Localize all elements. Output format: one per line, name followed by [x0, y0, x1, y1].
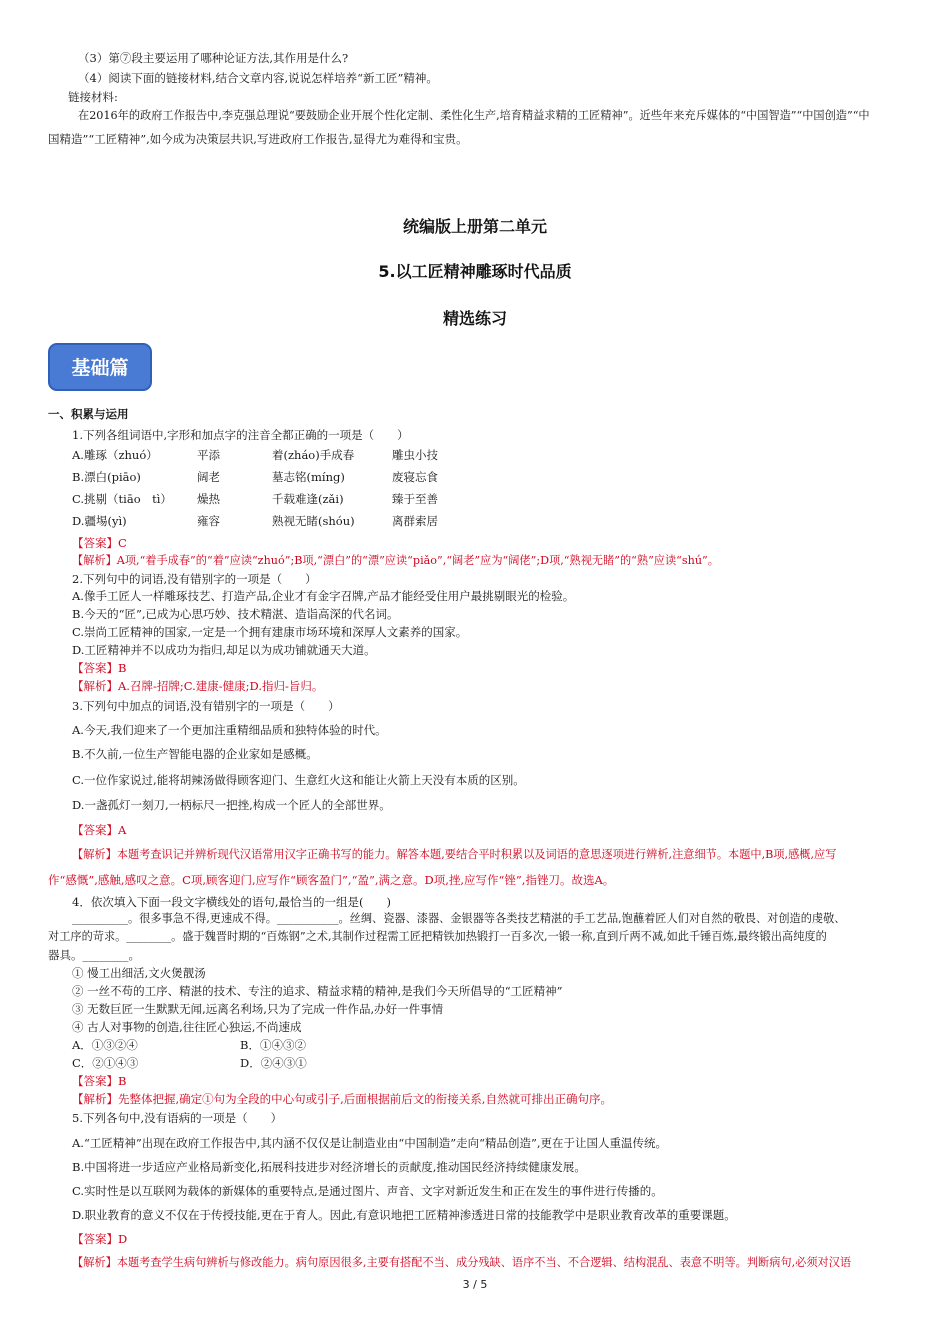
practice-title: 精选练习: [442, 309, 507, 328]
answer-value: A: [118, 823, 127, 837]
q2-option-c: C.崇尚工匠精神的国家,一定是一个拥有建康市场环境和深厚人文素养的国家。: [72, 625, 468, 639]
q3-option-a: A.今天,我们迎来了一个更加注重精细品质和独特体验的时代。: [72, 723, 387, 737]
q5-stem: 5.下列各句中,没有语病的一项是（ ）: [72, 1111, 283, 1125]
q5-analysis: [72, 1255, 851, 1271]
q1-b-2: 阔老: [197, 470, 220, 484]
q2-analysis: [72, 678, 323, 694]
q1-d-3: 熟视无睹(shóu): [272, 514, 355, 528]
q5-answer: [72, 1231, 127, 1247]
q3-answer: [72, 822, 126, 838]
q4-stem: 4．依次填入下面一段文字横线处的语句,最恰当的一组是( ): [72, 895, 391, 909]
top-question-4: （4）阅读下面的链接材料,结合文章内容,说说怎样培养“新工匠”精神。: [78, 71, 438, 85]
q4-passage-line-3: 器具。________。: [48, 948, 140, 962]
link-material-line-1: 在2016年的政府工作报告中,李克强总理说“要鼓励企业开展个性化定制、柔性化生产,培育精益求精的工匠精神”。近些年来充斥媒体的“中国智造”“中国创造”“中: [78, 109, 870, 122]
q1-c-2: 燥热: [197, 492, 220, 506]
analysis-text: A项,“着手成春”的“着”应读“zhuó”;B项,“漂白”的“漂”应读“piǎo”,“阔老”应为“阔佬”;D项,“熟视无睹”的“熟”应读“shú”。: [116, 554, 719, 567]
q2-answer: [72, 660, 126, 676]
answer-tag: 【答案】: [72, 1232, 118, 1246]
q1-c-3: 千载难逢(zǎi): [272, 492, 344, 506]
q5-option-a: A.“工匠精神”出现在政府工作报告中,其内涵不仅仅是让制造业由“中国制造”走向“精品创造”,更在于让国人重温传统。: [72, 1136, 668, 1150]
q5-option-c: C.实时性是以互联网为载体的新媒体的重要特点,是通过图片、声音、文字对新近发生和正在发生的事件进行传播的。: [72, 1184, 663, 1198]
q4-choice-c: C．②①④③: [72, 1056, 139, 1070]
q3-analysis-line-2: 作“感慨”,感触,感叹之意。C项,顾客迎门,应写作“顾客盈门”,“盈”,满之意。D项,挫,应写作“锉”,指锉刀。故选A。: [48, 873, 615, 887]
q1-a-3: 着(zháo)手成春: [272, 448, 355, 462]
q1-d-4: 离群索居: [392, 514, 438, 528]
answer-value: D: [118, 1232, 128, 1246]
q1-a-2: 平添: [197, 448, 220, 462]
q4-sentence-3: ③ 无数巨匠一生默默无闻,远离名利场,只为了完成一件作品,办好一件事情: [72, 1002, 444, 1016]
page-number: 3 / 5: [462, 1278, 488, 1291]
q1-answer: [72, 535, 127, 551]
analysis-tag: 【解析】: [72, 679, 118, 693]
top-question-3: （3）第⑦段主要运用了哪种论证方法,其作用是什么?: [78, 51, 349, 65]
analysis-tag: 【解析】: [72, 554, 117, 567]
analysis-text: 先整体把握,确定①句为全段的中心句或引子,后面根据前后文的衔接关系,自然就可排出正确句序。: [118, 1092, 612, 1106]
answer-value: C: [118, 536, 127, 550]
q2-stem: 2.下列句中的词语,没有错别字的一项是（ ）: [72, 572, 317, 586]
answer-value: B: [118, 661, 127, 675]
q4-sentence-2: ② 一丝不苟的工序、精湛的技术、专注的追求、精益求精的精神,是我们今天所倡导的“工匠精神”: [72, 984, 563, 998]
q1-c-4: 臻于至善: [392, 492, 438, 506]
q3-stem: 3.下列句中加点的词语,没有错别字的一项是（ ）: [72, 699, 340, 713]
analysis-text: 本题考查识记并辨析现代汉语常用汉字正确书写的能力。解答本题,要结合平时积累以及词语的意思逐项进行辨析,注意细节。本题中,B项,感概,应写: [116, 848, 837, 861]
link-material-label: 链接材料:: [68, 90, 118, 104]
q4-sentence-4: ④ 古人对事物的创造,往往匠心独运,不尚速成: [72, 1020, 302, 1034]
basic-section-badge: 基础篇: [48, 343, 152, 391]
q1-b-3: 墓志铭(míng): [272, 470, 345, 484]
analysis-tag: 【解析】: [72, 1256, 117, 1269]
q1-b-4: 废寝忘食: [392, 470, 438, 484]
answer-tag: 【答案】: [72, 823, 118, 837]
section-heading: 一、积累与运用: [48, 407, 129, 421]
q4-choice-d: D．②④③①: [240, 1056, 307, 1070]
q4-answer: [72, 1073, 126, 1089]
answer-tag: 【答案】: [72, 1074, 118, 1088]
analysis-tag: 【解析】: [72, 848, 117, 861]
answer-tag: 【答案】: [72, 536, 118, 550]
q2-option-d: D.工匠精神并不以成功为指归,却足以为成功铺就通天大道。: [72, 643, 376, 657]
q1-stem: 1.下列各组词语中,字形和加点字的注音全都正确的一项是（ ）: [72, 428, 409, 442]
q1-b-1: B.漂白(piāo): [72, 470, 141, 484]
answer-tag: 【答案】: [72, 661, 118, 675]
q2-option-b: B.今天的“匠”,已成为心思巧妙、技术精湛、造诣高深的代名词。: [72, 607, 399, 621]
q5-option-d: D.职业教育的意义不仅在于传授技能,更在于育人。因此,有意识地把工匠精神渗透进日常的技能教学中是职业教育改革的重要课题。: [72, 1208, 736, 1222]
q3-option-c: C.一位作家说过,能将胡辣汤做得顾客迎门、生意红火这和能让火箭上天没有本质的区别。: [72, 773, 525, 787]
q3-option-b: B.不久前,一位生产智能电器的企业家如是感概。: [72, 747, 318, 761]
answer-value: B: [118, 1074, 127, 1088]
q1-d-1: D.疆埸(yì): [72, 514, 127, 528]
link-material-line-2: 国精造”“工匠精神”,如今成为决策层共识,写进政府工作报告,显得尤为难得和宝贵。: [48, 132, 468, 146]
q1-analysis: [72, 553, 719, 569]
analysis-tag: 【解析】: [72, 1092, 118, 1106]
q3-analysis-line-1: [72, 847, 836, 863]
q3-option-d: D.一盏孤灯一刻刀,一柄标尺一把挫,构成一个匠人的全部世界。: [72, 798, 391, 812]
q5-option-b: B.中国将进一步适应产业格局新变化,拓展科技进步对经济增长的贡献度,推动国民经济持续健康发展。: [72, 1160, 586, 1174]
q4-passage-line-2: 对工序的苛求。________。盛于魏晋时期的“百炼钢”之术,其制作过程需工匠把精铁加热锻打一百多次,一锻一称,直到斤两不减,如此千锤百炼,最终锻出高纯度的: [48, 930, 827, 943]
q4-analysis: [72, 1091, 612, 1107]
q2-option-a: A.像手工匠人一样雕琢技艺、打造产品,企业才有金字召牌,产品才能经受住用户最挑剔眼光的检验。: [72, 589, 575, 603]
q4-choice-b: B．①④③②: [240, 1038, 306, 1052]
analysis-text: A.召牌-招牌;C.建康-健康;D.指归-旨归。: [118, 679, 324, 693]
q4-sentence-1: ① 慢工出细活,文火煲靓汤: [72, 966, 206, 980]
q1-d-2: 雍容: [197, 514, 220, 528]
q1-c-1: C.挑剔（tiāo tì）: [72, 492, 172, 506]
lesson-title: 5.以工匠精神雕琢时代品质: [378, 262, 572, 281]
unit-title: 统编版上册第二单元: [402, 217, 547, 236]
q4-choice-a: A．①③②④: [72, 1038, 138, 1052]
q1-a-4: 雕虫小技: [392, 448, 438, 462]
q4-passage-line-1: __________。很多事急不得,更速成不得。___________。丝绸、瓷器、漆器、金银器等各类技艺精湛的手工艺品,饱蘸着匠人们对自然的敬畏、对创造的虔敬、: [72, 912, 846, 925]
q1-a-1: A.雕琢（zhuó）: [72, 448, 158, 462]
analysis-text: 本题考查学生病句辨析与修改能力。病句原因很多,主要有搭配不当、成分残缺、语序不当、不合逻辑、结构混乱、表意不明等。判断病句,必须对汉语: [116, 1256, 852, 1269]
